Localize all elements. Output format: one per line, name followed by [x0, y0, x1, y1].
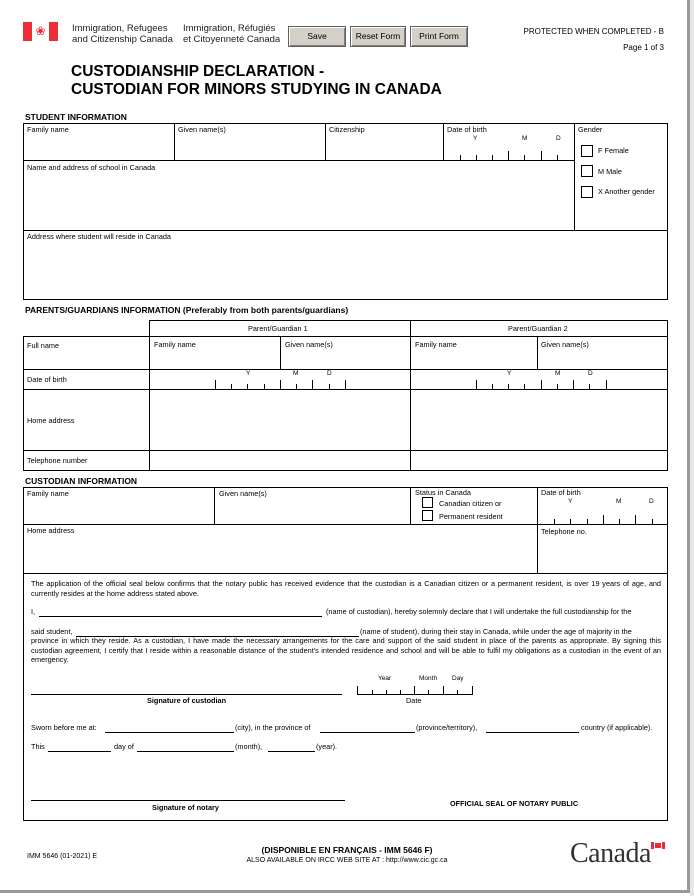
- pg2-telephone-field[interactable]: [411, 451, 667, 470]
- maple-leaf-icon: ❀: [32, 22, 49, 41]
- custodian-home-address-field[interactable]: [24, 535, 536, 573]
- notary-seal-label: OFFICIAL SEAL OF NOTARY PUBLIC: [450, 799, 579, 808]
- pg2-family-name-label: Family name: [415, 340, 457, 349]
- pg2-family-name-field[interactable]: [411, 349, 536, 368]
- signature-custodian-label: Signature of custodian: [147, 696, 227, 705]
- pg1-heading: Parent/Guardian 1: [248, 324, 308, 333]
- pg1-family-name-field[interactable]: [150, 349, 279, 368]
- sworn-year-input[interactable]: [268, 740, 315, 751]
- custodian-dob-label: Date of birth: [541, 488, 581, 497]
- student-dob-label: Date of birth: [447, 125, 487, 134]
- telephone-label: Telephone number: [27, 456, 88, 465]
- custodian-family-name-field[interactable]: [24, 498, 213, 523]
- home-address-label: Home address: [27, 416, 75, 425]
- print-form-button[interactable]: Print Form: [410, 26, 468, 47]
- gender-female-checkbox[interactable]: [581, 145, 593, 157]
- custodian-name-input[interactable]: [39, 605, 322, 616]
- pg2-heading: Parent/Guardian 2: [508, 324, 568, 333]
- gender-male-label: M Male: [598, 167, 622, 176]
- gender-another-checkbox[interactable]: [581, 186, 593, 198]
- wordmark-flag-icon: [651, 842, 665, 849]
- sworn-province-input[interactable]: [320, 721, 415, 732]
- gender-female-label: F Female: [598, 146, 629, 155]
- custodian-section-title: CUSTODIAN INFORMATION: [25, 476, 138, 486]
- declaration-intro: The application of the official seal below confirms that the notary public has received evidence that the custodian is a Canadian citizen or a permanent resident, is over 19 years of age, and currently resides at the home address stated above.: [31, 579, 661, 598]
- viewer-background: [690, 0, 694, 896]
- student-section-title: STUDENT INFORMATION: [25, 112, 127, 122]
- student-citizenship-label: Citizenship: [329, 125, 365, 134]
- student-family-name-label: Family name: [27, 125, 69, 134]
- custodian-telephone-label: Telephone no.: [541, 527, 587, 536]
- full-name-label: Full name: [27, 341, 60, 350]
- pg2-home-address-field[interactable]: [411, 390, 667, 449]
- sworn-day-input[interactable]: [48, 740, 111, 751]
- canadian-citizen-label: Canadian citizen or: [439, 499, 502, 508]
- declaration-body: province in which they reside. As a custodian, I have made the necessary arrangements for the care and support of the said student in place of the parents as appropriate. By signing this custodian agreement, I certify that I reside within a reasonable distance of the student's intended residence and school and will be able to fulfil my obligations as a custodian in the event of an emergency.: [31, 636, 661, 664]
- page-number: Page 1 of 3: [623, 43, 664, 52]
- sworn-month-input[interactable]: [137, 740, 234, 751]
- canadian-citizen-checkbox[interactable]: [422, 497, 433, 508]
- student-family-name-field[interactable]: [24, 134, 173, 159]
- permanent-resident-checkbox[interactable]: [422, 510, 433, 521]
- student-name-input[interactable]: [76, 625, 359, 636]
- pg1-home-address-field[interactable]: [150, 390, 409, 449]
- custodian-family-name-label: Family name: [27, 489, 69, 498]
- french-availability: (DISPONIBLE EN FRANÇAIS - IMM 5646 F): [261, 845, 433, 855]
- pg2-dob-field[interactable]: [411, 370, 667, 388]
- pg1-given-names-field[interactable]: [281, 349, 409, 368]
- custodian-given-names-field[interactable]: [215, 498, 409, 523]
- residence-field[interactable]: [24, 241, 667, 299]
- pg2-given-names-field[interactable]: [538, 349, 667, 368]
- form-code: IMM 5646 (01-2021) E: [27, 853, 98, 860]
- sworn-country-input[interactable]: [486, 721, 579, 732]
- pg1-given-names-label: Given name(s): [285, 340, 333, 349]
- student-citizenship-field[interactable]: [326, 134, 442, 159]
- parents-dob-label: Date of birth: [27, 375, 67, 384]
- custodian-telephone-field[interactable]: [538, 536, 667, 573]
- notary-signature-field[interactable]: [31, 780, 345, 800]
- sworn-city-input[interactable]: [105, 721, 234, 732]
- website-note: ALSO AVAILABLE ON IRCC WEB SITE AT : http://www.cic.gc.ca: [246, 857, 448, 864]
- protected-label: PROTECTED WHEN COMPLETED - B: [523, 27, 664, 36]
- department-name-fr: Immigration, Réfugiés et Citoyenneté Canada: [183, 23, 281, 45]
- pg2-given-names-label: Given name(s): [541, 340, 589, 349]
- department-name-en: Immigration, Refugees and Citizenship Canada: [72, 23, 173, 45]
- status-label: Status in Canada: [415, 488, 471, 497]
- parents-section-title: PARENTS/GUARDIANS INFORMATION (Preferably from both parents/guardians): [25, 305, 349, 315]
- page-edge-bottom: [0, 890, 690, 893]
- student-given-names-label: Given name(s): [178, 125, 226, 134]
- custodian-given-names-label: Given name(s): [219, 489, 267, 498]
- pg1-family-name-label: Family name: [154, 340, 196, 349]
- save-button[interactable]: Save: [288, 26, 346, 47]
- pg1-telephone-field[interactable]: [150, 451, 409, 470]
- permanent-resident-label: Permanent resident: [439, 512, 503, 521]
- school-label: Name and address of school in Canada: [27, 163, 156, 172]
- page-edge-right: [687, 0, 690, 892]
- student-given-names-field[interactable]: [175, 134, 324, 159]
- school-field[interactable]: [24, 172, 573, 229]
- canada-wordmark: Canada: [570, 838, 651, 869]
- gender-label: Gender: [578, 125, 603, 134]
- custodian-home-address-label: Home address: [27, 526, 75, 535]
- form-title: CUSTODIANSHIP DECLARATION - CUSTODIAN FOR MINORS STUDYING IN CANADA: [71, 63, 442, 98]
- date-label: Date: [406, 696, 422, 705]
- reset-form-button[interactable]: Reset Form: [350, 26, 406, 47]
- canada-flag-icon: [23, 22, 58, 41]
- gender-another-label: X Another gender: [598, 187, 655, 196]
- signature-notary-label: Signature of notary: [152, 803, 219, 812]
- gender-male-checkbox[interactable]: [581, 165, 593, 177]
- residence-label: Address where student will reside in Canada: [27, 232, 171, 241]
- custodian-signature-field[interactable]: [31, 678, 342, 694]
